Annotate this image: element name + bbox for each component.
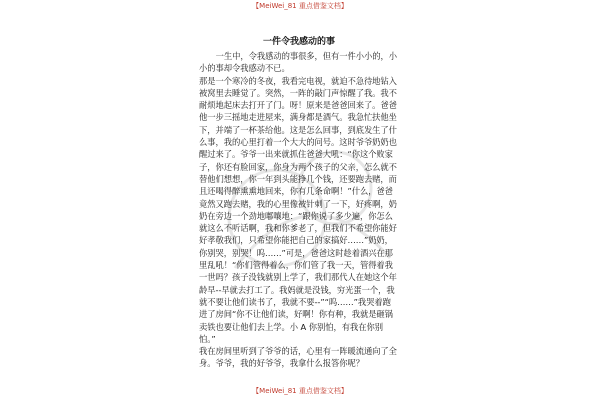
paragraph-ending: 我在房间里听到了爷爷的话，心里有一阵暖流通向了全身。爷爷，我的好爷爷，我拿什么报答你呢？ (199, 346, 397, 369)
page-header: 【MeiWei_81 重点借鉴文档】 (252, 2, 348, 10)
document-title: 一件令我感动的事 (262, 37, 335, 47)
paragraph-intro: 一生中，令我感动的事很多，但有一件小小的，小小的事却令我感动不已。 (199, 51, 398, 74)
paragraph-story: 那是一个寒冷的冬夜，我看完电视，就迫不急待地钻入被窝里去睡觉了。突然，一阵的敲门声惊醒了我。我不耐烦地起床去打开了门。呀！原来是爸爸回来了。爸爸他一步三摇地走进屋来，满身都是酒气。我急忙扶他坐下，并端了一杯茶给他。这是怎么回事，到底发生了什么事，我的心里打着一个大大的问号。这时爷爷奶奶也醒过来了。爷爷一出来就抓住爸爸大吼：“你这个败家子，你还有脸回家，你身为两个孩子的父亲，怎么就不替他们想想，你一年到头能挣几个钱，还要跑去赌，而且还喝得醉熏熏地回来，你有几条命啊！”什么，爸爸竟然又跑去赌，我的心里像被针刺了一下，好疼啊，奶奶在旁边一个劲地嘟嚷地：“跟你说了多少遍，你怎么就这么不听话啊，我和你爹老了，但我们不希望你能好好孝敬我们，只希望你能把自己的家搞好……”奶奶，你别哭，别哭！呜……”可是，爸爸这时趁着酒兴在那里乱吼！“你们管得着么，你们管了我一天，管得着我一世吗？孩子没钱就别上学了，我们那代人在她这个年龄早--早就去打工了。我妈就是没钱，穷光蛋一个，我就不要让他们读书了，我就不要--”“呜……”我哭着跑进了房间“你不让他们读，好啊！你有种，我就是砸锅卖铁也要让他们去上学。小 A 你别怕，有我在你别怕。” (199, 75, 397, 344)
page-footer: 【MeiWei_81 重点借鉴文档】 (252, 387, 348, 395)
document-body (199, 37, 399, 370)
